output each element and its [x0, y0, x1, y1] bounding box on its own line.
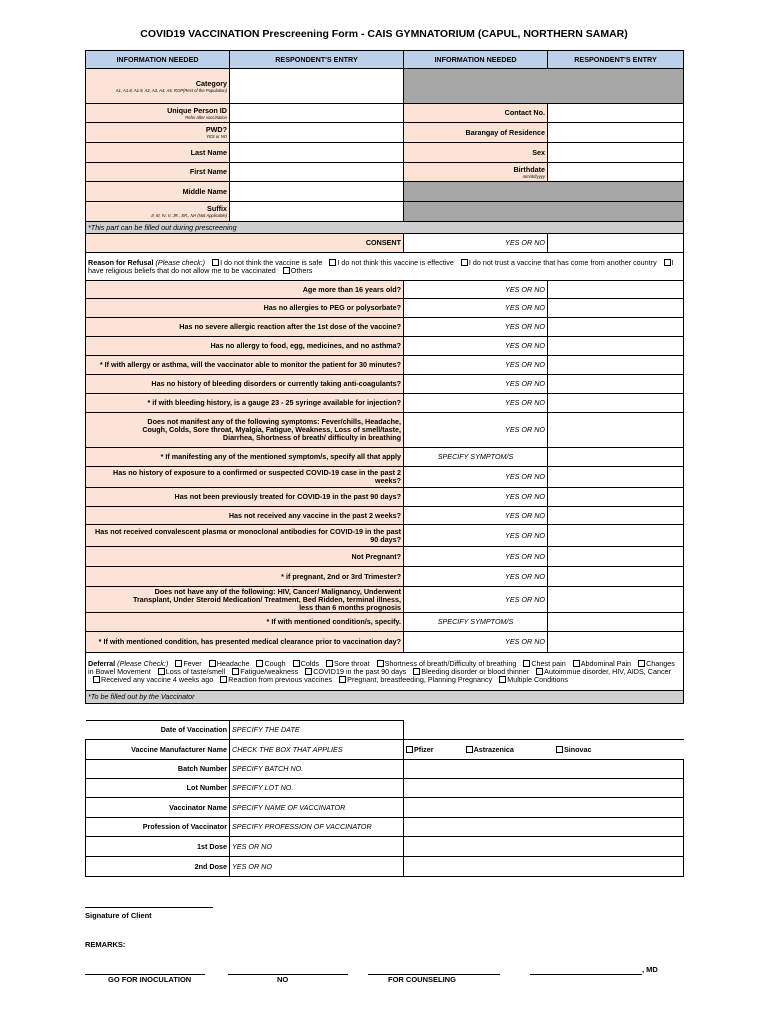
suffix-entry[interactable]	[230, 202, 404, 222]
question-blank	[548, 356, 684, 375]
checkbox-icon[interactable]	[93, 676, 100, 683]
md-line[interactable]	[530, 974, 642, 975]
section-note-prescreening: *This part can be filled out during prescreening	[86, 222, 684, 234]
checkbox-icon[interactable]	[406, 746, 413, 753]
contact-entry[interactable]	[548, 104, 684, 123]
question-entry[interactable]: YES OR NO	[404, 318, 548, 337]
question-entry[interactable]: YES OR NO	[404, 547, 548, 567]
checkbox-icon[interactable]	[664, 259, 671, 266]
question-entry[interactable]: YES OR NO	[404, 337, 548, 356]
profession-entry[interactable]: SPECIFY PROFESSION OF VACCINATOR	[230, 818, 404, 837]
question-blank	[548, 318, 684, 337]
question-label: Age more than 16 years old?	[86, 281, 404, 299]
question-label: * If manifesting any of the mentioned symptom/s, specify all that apply	[86, 448, 404, 467]
question-label: Has no history of bleeding disorders or currently taking anti-coagulants?	[86, 375, 404, 394]
vaccinator-table	[85, 720, 684, 877]
lot-entry[interactable]: SPECIFY LOT NO.	[230, 779, 404, 798]
question-blank	[548, 587, 684, 613]
for-counseling-label: FOR COUNSELING	[388, 975, 456, 984]
question-label: Does not manifest any of the following symptoms: Fever/chills, Headache, Cough, Colds, Sore throat, Myalgia, Fatigue, Weakness, Loss of smell/taste, Diarrhea, Shortness of breath/ difficulty in breathing	[86, 413, 404, 448]
consent-label: CONSENT	[86, 234, 404, 253]
question-blank	[548, 467, 684, 488]
batch-blank	[404, 760, 684, 779]
sex-label: Sex	[404, 143, 548, 163]
checkbox-icon[interactable]	[556, 746, 563, 753]
birthdate-entry[interactable]	[548, 163, 684, 182]
pwd-entry[interactable]	[230, 123, 404, 143]
suffix-label: Suffix II, III, IV, V, JR., SR., NA (Not Applicable)	[86, 202, 230, 222]
checkbox-icon[interactable]	[283, 267, 290, 274]
question-entry[interactable]: SPECIFY SYMPTOM/S	[404, 448, 548, 467]
question-entry[interactable]: YES OR NO	[404, 299, 548, 318]
category-entry[interactable]	[230, 69, 404, 104]
question-label: Has no allergies to PEG or polysorbate?	[86, 299, 404, 318]
middle-name-entry[interactable]	[230, 182, 404, 202]
question-label: Has not received convalescent plasma or monoclonal antibodies for COVID-19 in the past 90 days?	[86, 525, 404, 547]
question-label: Has no severe allergic reaction after the 1st dose of the vaccine?	[86, 318, 404, 337]
upi-label: Unique Person ID Refer after vaccination	[86, 104, 230, 123]
signature-line[interactable]	[85, 907, 213, 908]
refusal-row: Reason for Refusal (Please check:) I do not think the vaccine is safe I do not think this vaccine is effective I do not trust a vaccine that has come from another country I have religious beliefs that do not allow me to be vaccinated Others	[86, 253, 684, 281]
header-respondent-entry-2: RESPONDENT'S ENTRY	[548, 51, 684, 69]
question-blank	[548, 632, 684, 653]
vaccinator-name-blank	[404, 798, 684, 818]
batch-entry[interactable]: SPECIFY BATCH NO.	[230, 760, 404, 779]
checkbox-icon[interactable]	[499, 676, 506, 683]
gray-block-2	[404, 182, 684, 202]
question-label: Has not been previously treated for COVID-19 in the past 90 days?	[86, 488, 404, 507]
profession-label: Profession of Vaccinator	[86, 818, 230, 837]
question-label: Not Pregnant?	[86, 547, 404, 567]
question-entry[interactable]: YES OR NO	[404, 467, 548, 488]
question-entry[interactable]: YES OR NO	[404, 587, 548, 613]
question-entry[interactable]: SPECIFY SYMPTOM/S	[404, 613, 548, 632]
question-entry[interactable]: YES OR NO	[404, 356, 548, 375]
consent-blank	[548, 234, 684, 253]
first-dose-label: 1st Dose	[86, 837, 230, 857]
question-entry[interactable]: YES OR NO	[404, 525, 548, 547]
question-entry[interactable]: YES OR NO	[404, 375, 548, 394]
question-blank	[548, 613, 684, 632]
question-blank	[548, 413, 684, 448]
question-blank	[548, 525, 684, 547]
question-blank	[548, 337, 684, 356]
consent-entry[interactable]: YES OR NO	[404, 234, 548, 253]
birthdate-label: Birthdate mm/dd/yyyy	[404, 163, 548, 182]
checkbox-icon[interactable]	[339, 676, 346, 683]
last-name-label: Last Name	[86, 143, 230, 163]
question-label: * If with allergy or asthma, will the vaccinator able to monitor the patient for 30 minutes?	[86, 356, 404, 375]
date-entry[interactable]: SPECIFY THE DATE	[230, 721, 404, 740]
remarks-label: REMARKS:	[85, 940, 126, 949]
checkbox-icon[interactable]	[466, 746, 473, 753]
lot-blank	[404, 779, 684, 798]
page-title: COVID19 VACCINATION Prescreening Form - CAIS GYMNATORIUM (CAPUL, NORTHERN SAMAR)	[140, 28, 628, 40]
sex-entry[interactable]	[548, 143, 684, 163]
last-name-entry[interactable]	[230, 143, 404, 163]
header-info-needed-2: INFORMATION NEEDED	[404, 51, 548, 69]
manufacturer-entry[interactable]: CHECK THE BOX THAT APPLIES	[230, 740, 404, 760]
upi-entry[interactable]	[230, 104, 404, 123]
question-entry[interactable]: YES OR NO	[404, 567, 548, 587]
question-label: * if pregnant, 2nd or 3rd Trimester?	[86, 567, 404, 587]
question-blank	[548, 488, 684, 507]
lot-label: Lot Number	[86, 779, 230, 798]
vaccinator-name-entry[interactable]: SPECIFY NAME OF VACCINATOR	[230, 798, 404, 818]
no-label: NO	[277, 975, 289, 984]
question-blank	[548, 567, 684, 587]
question-blank	[548, 299, 684, 318]
middle-name-label: Middle Name	[86, 182, 230, 202]
prescreening-table	[85, 50, 684, 704]
vaccinator-name-label: Vaccinator Name	[86, 798, 230, 818]
barangay-label: Barangay of Residence	[404, 123, 548, 143]
question-blank	[548, 507, 684, 525]
question-label: Has no history of exposure to a confirmed or suspected COVID-19 case in the past 2 weeks?	[86, 467, 404, 488]
pwd-label: PWD? YES or NO	[86, 123, 230, 143]
question-blank	[548, 375, 684, 394]
first-name-label: First Name	[86, 163, 230, 182]
date-blank	[404, 721, 684, 740]
section-note-vaccinator: *To be filled out by the Vaccinator	[86, 691, 684, 704]
first-name-entry[interactable]	[230, 163, 404, 182]
question-blank	[548, 547, 684, 567]
question-entry[interactable]: YES OR NO	[404, 281, 548, 299]
profession-blank	[404, 818, 684, 837]
manufacturer-label: Vaccine Manufacturer Name	[86, 740, 230, 760]
header-respondent-entry: RESPONDENT'S ENTRY	[230, 51, 404, 69]
question-blank	[548, 394, 684, 413]
first-dose-entry[interactable]: YES OR NO	[230, 837, 404, 857]
question-entry[interactable]: YES OR NO	[404, 632, 548, 653]
question-entry[interactable]: YES OR NO	[404, 488, 548, 507]
header-info-needed: INFORMATION NEEDED	[86, 51, 230, 69]
category-label: Category A1, A1.8, A1.9, A2, A3, A4, A5, ROP(Rest of the Population)	[86, 69, 230, 104]
signature-label: Signature of Client	[85, 911, 152, 920]
first-dose-blank	[404, 837, 684, 857]
question-entry[interactable]: YES OR NO	[404, 394, 548, 413]
question-label: Does not have any of the following: HIV, Cancer/ Malignancy, Underwent Transplant, Under Steroid Medication/ Treatment, Bed Ridden, terminal illness, less than 6 months prognosis	[86, 587, 404, 613]
question-label: Has not received any vaccine in the past 2 weeks?	[86, 507, 404, 525]
batch-label: Batch Number	[86, 760, 230, 779]
manufacturer-options: Pfizer Astrazenica Sinovac	[404, 740, 684, 760]
question-label: Has no allergy to food, egg, medicines, and no asthma?	[86, 337, 404, 356]
question-label: * if with bleeding history, is a gauge 23 - 25 syringe available for injection?	[86, 394, 404, 413]
checkbox-icon[interactable]	[329, 259, 336, 266]
gray-block-3	[404, 202, 684, 222]
question-blank	[548, 281, 684, 299]
question-label: * If with mentioned condition/s, specify.	[86, 613, 404, 632]
md-label: , MD	[642, 965, 658, 974]
deferral-row: Deferral (Please Check:) Fever Headache Cough Colds Sore throat Shortness of breath/Difficulty of breathing Chest pain Abdominal Pain Changes in Bowel Movement Loss of taste/smell Fatigue/weakness COVID19 in the past 90 days Bleeding disorder or blood thinner Autoimmue disorder, HIV, AIDS, Cancer Received any vaccine 4 weeks ago Reaction from previous vaccines Pregnant, breastfeeding, Planning Pregnancy Multiple Conditions	[86, 653, 684, 691]
question-entry[interactable]: YES OR NO	[404, 413, 548, 448]
second-dose-label: 2nd Dose	[86, 857, 230, 877]
gray-block	[404, 69, 684, 104]
barangay-entry[interactable]	[548, 123, 684, 143]
checkbox-icon[interactable]	[461, 259, 468, 266]
go-for-inoculation-label: GO FOR INOCULATION	[108, 975, 192, 984]
second-dose-blank	[404, 857, 684, 877]
question-entry[interactable]: YES OR NO	[404, 507, 548, 525]
checkbox-icon[interactable]	[220, 676, 227, 683]
date-label: Date of Vaccination	[86, 721, 230, 740]
question-blank	[548, 448, 684, 467]
second-dose-entry[interactable]: YES OR NO	[230, 857, 404, 877]
question-label: * If with mentioned condition, has presented medical clearance prior to vaccination day?	[86, 632, 404, 653]
contact-label: Contact No.	[404, 104, 548, 123]
